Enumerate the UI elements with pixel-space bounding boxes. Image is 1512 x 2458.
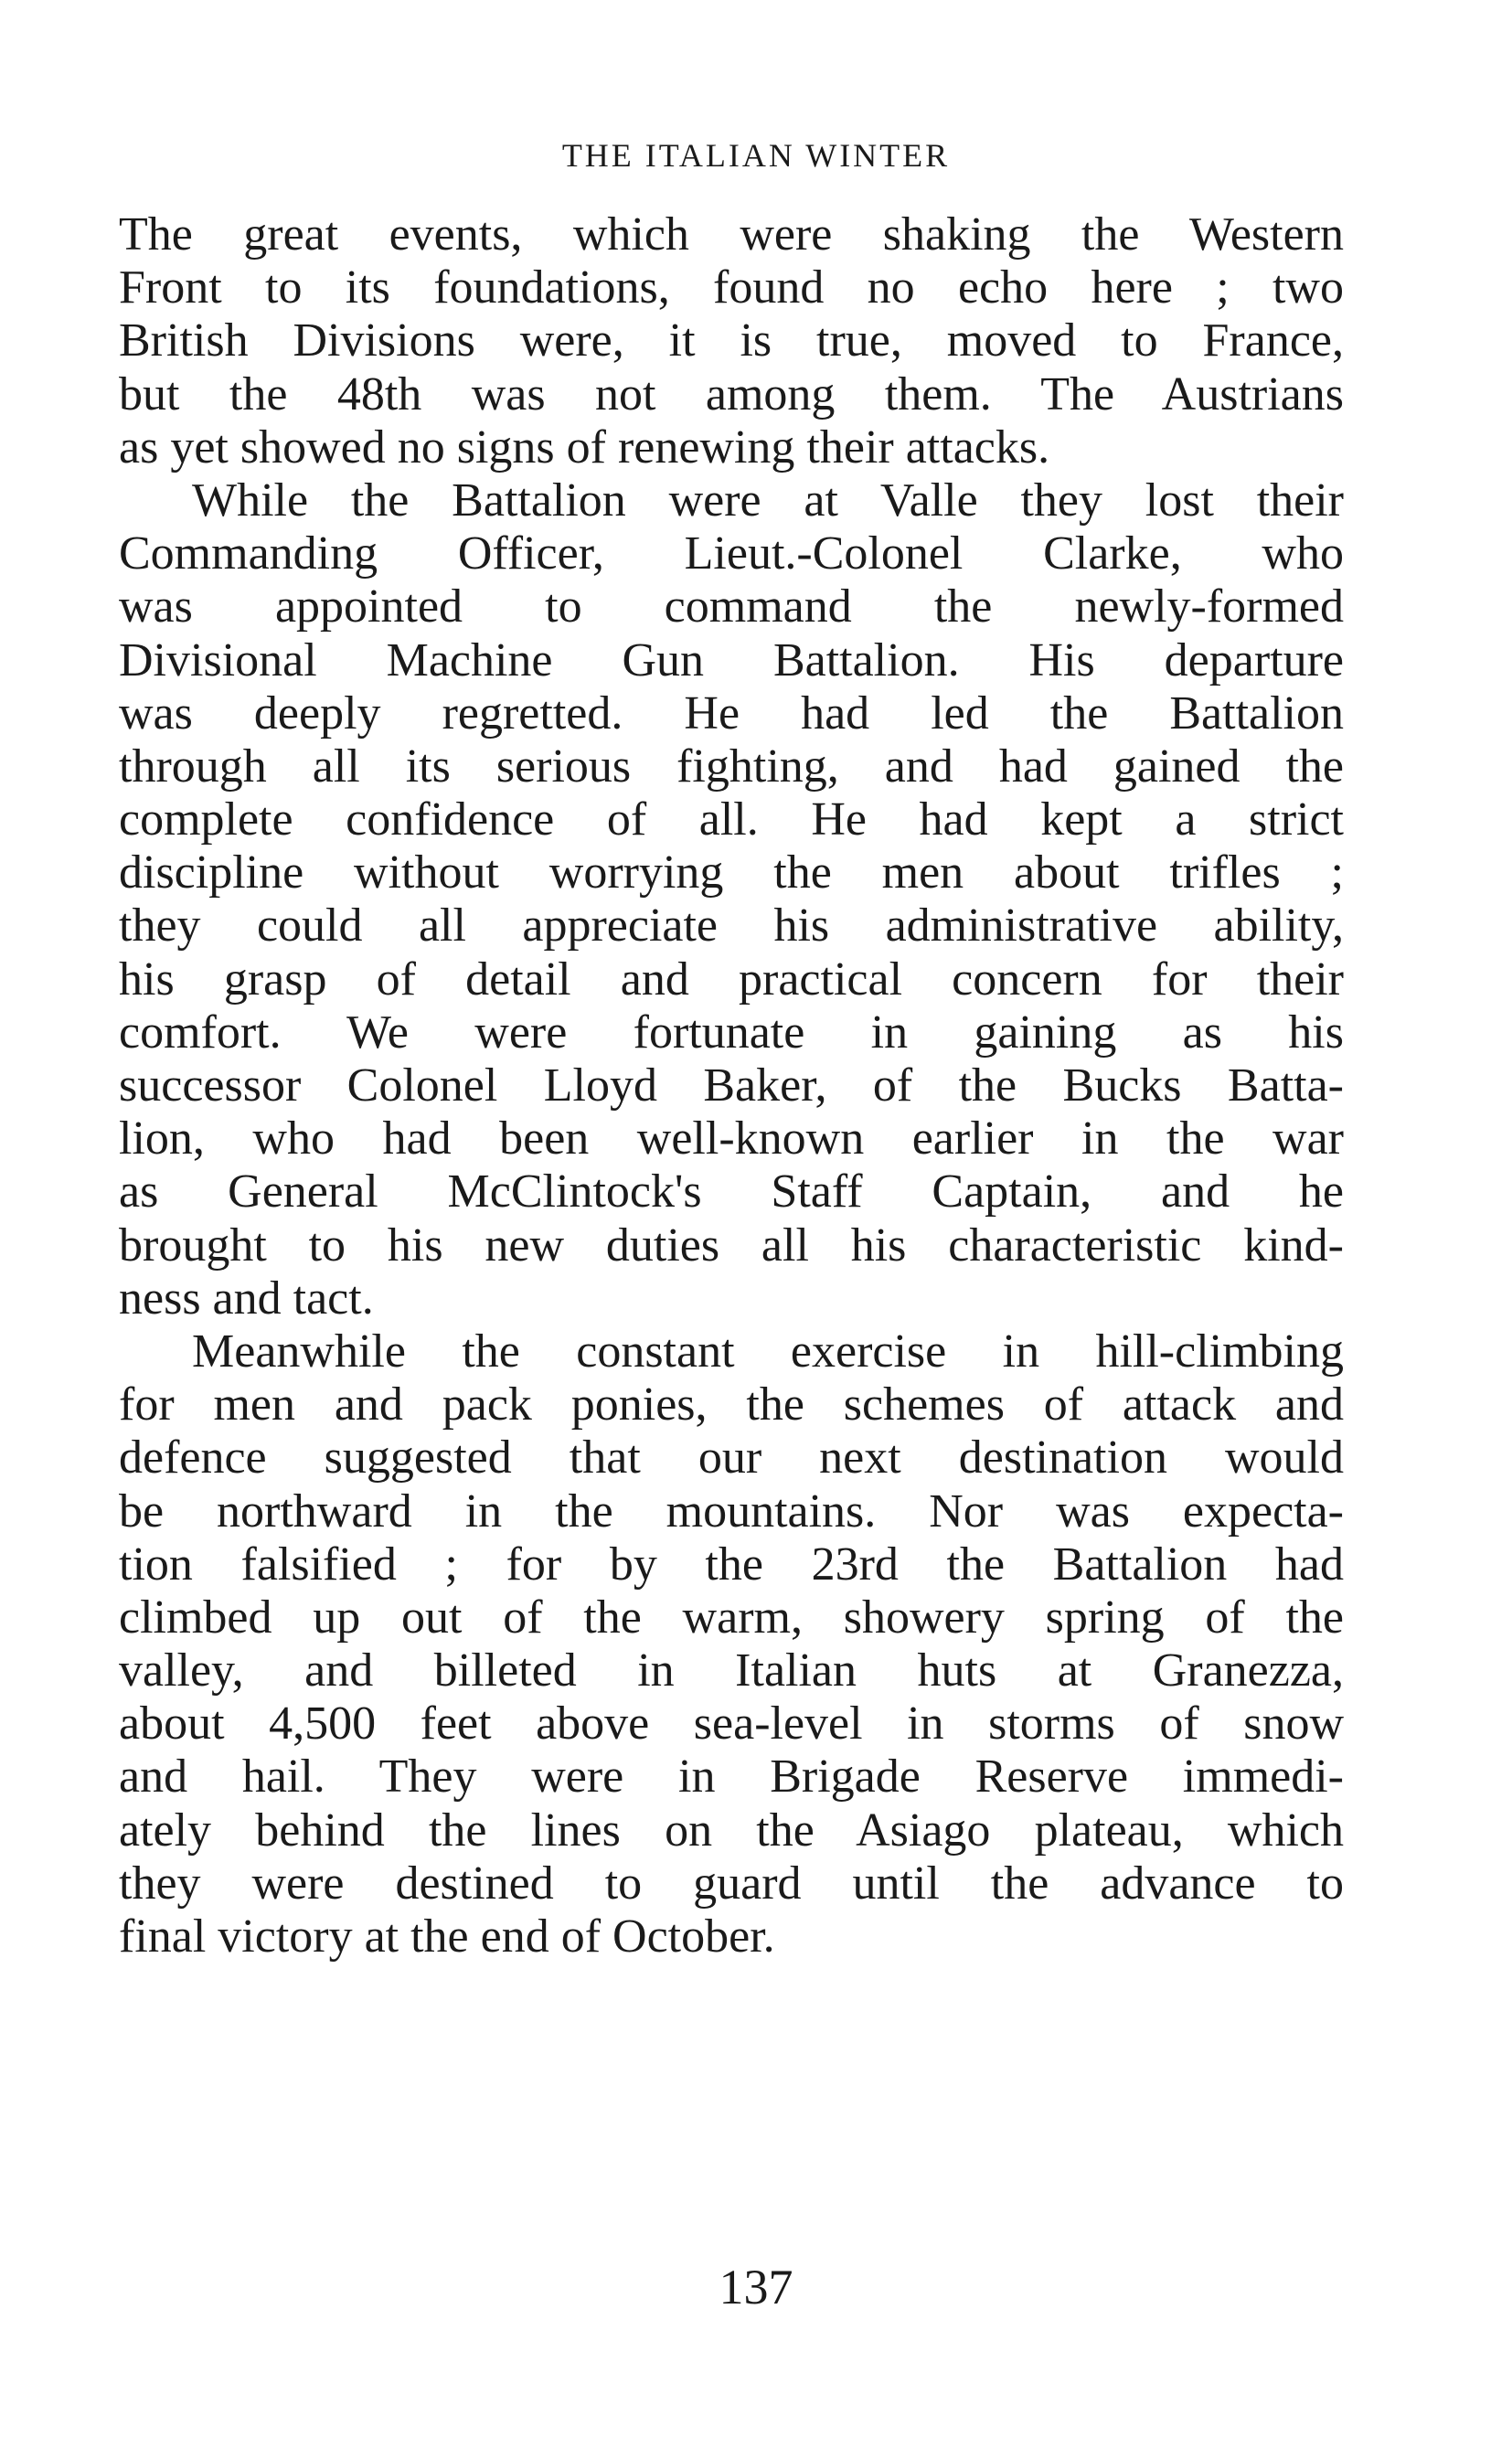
text-line: and hail. They were in Brigade Reserve immedi- <box>119 1750 1344 1804</box>
text-line: successor Colonel Lloyd Baker, of the Bucks Batta- <box>119 1059 1344 1112</box>
text-line: about 4,500 feet above sea-level in storms of snow <box>119 1697 1344 1750</box>
text-line: lion, who had been well-known earlier in the war <box>119 1112 1344 1165</box>
text-line: British Divisions were, it is true, moved to France, <box>119 314 1344 367</box>
text-line: his grasp of detail and practical concern for their <box>119 952 1344 1006</box>
page-number: 137 <box>719 2260 793 2314</box>
text-line: as General McClintock's Staff Captain, and he <box>119 1165 1344 1218</box>
text-line: Meanwhile the constant exercise in hill-climbing <box>192 1325 1344 1378</box>
text-line: but the 48th was not among them. The Austrians <box>119 367 1344 420</box>
text-line: discipline without worrying the men about trifles ; <box>119 846 1344 899</box>
text-line: tion falsified ; for by the 23rd the Battalion had <box>119 1538 1344 1591</box>
paragraph <box>119 208 1344 474</box>
text-line: ately behind the lines on the Asiago plateau, which <box>119 1804 1344 1857</box>
text-line: brought to his new duties all his characteristic kind- <box>119 1218 1344 1272</box>
paragraph <box>119 1325 1344 1963</box>
text-line: complete confidence of all. He had kept a strict <box>119 793 1344 846</box>
body-text <box>119 208 1344 1963</box>
text-line: climbed up out of the warm, showery spring of the <box>119 1591 1344 1644</box>
text-line: for men and pack ponies, the schemes of attack and <box>119 1378 1344 1431</box>
text-line: While the Battalion were at Valle they lost their <box>192 474 1344 527</box>
text-line: was appointed to command the newly-formed <box>119 580 1344 633</box>
text-line: Front to its foundations, found no echo here ; two <box>119 261 1344 314</box>
text-line: Divisional Machine Gun Battalion. His departure <box>119 633 1344 686</box>
text-line: they could all appreciate his administrative ability, <box>119 899 1344 952</box>
text-line: comfort. We were fortunate in gaining as his <box>119 1006 1344 1059</box>
text-line: defence suggested that our next destination would <box>119 1431 1344 1484</box>
text-line: was deeply regretted. He had led the Battalion <box>119 686 1344 740</box>
text-line: Commanding Officer, Lieut.-Colonel Clarke, who <box>119 527 1344 580</box>
text-line: as yet showed no signs of renewing their attacks. <box>119 420 1050 474</box>
text-line: ness and tact. <box>119 1272 374 1325</box>
text-line: valley, and billeted in Italian huts at Granezza, <box>119 1644 1344 1697</box>
text-line: be northward in the mountains. Nor was expecta- <box>119 1484 1344 1538</box>
text-line: The great events, which were shaking the Western <box>119 208 1344 261</box>
text-line: final victory at the end of October. <box>119 1910 775 1963</box>
running-head: THE ITALIAN WINTER <box>561 137 951 174</box>
paragraph <box>119 474 1344 1325</box>
text-line: through all its serious fighting, and had gained the <box>119 740 1344 793</box>
text-line: they were destined to guard until the advance to <box>119 1857 1344 1910</box>
